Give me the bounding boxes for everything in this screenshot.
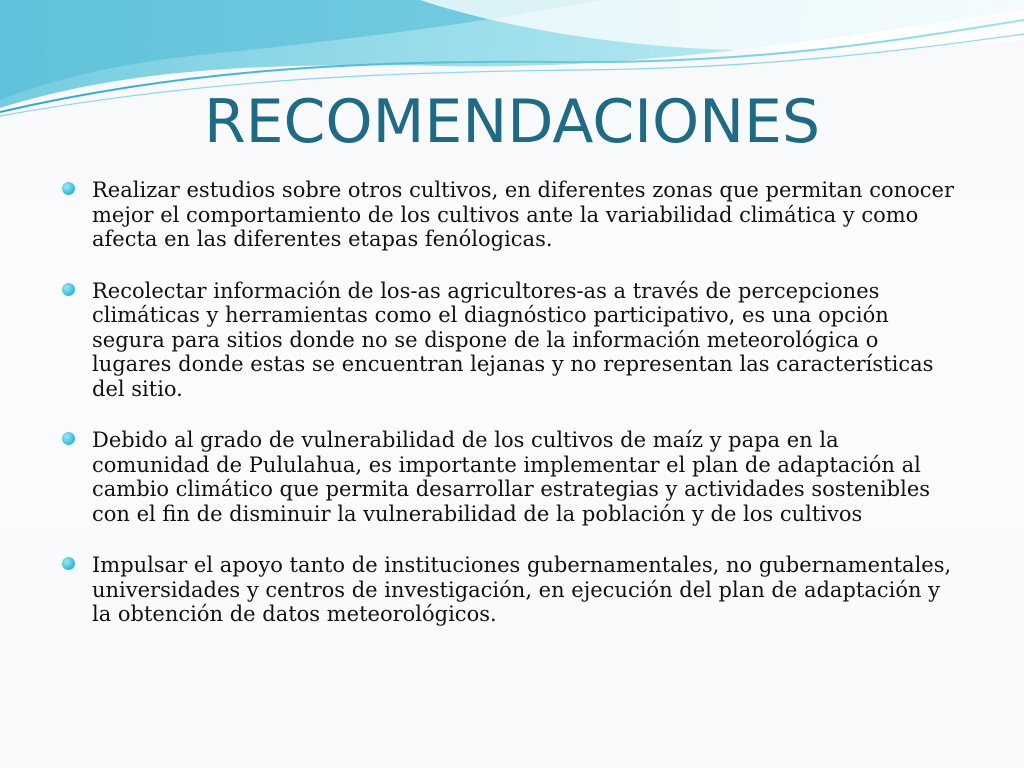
slide-title: RECOMENDACIONES [203, 87, 821, 157]
bullet-text: Impulsar el apoyo tanto de instituciones gubernamentales, no gubernamentales, universidades y centros de investigación, en ejecución del plan de adaptación y la obtención de datos meteorológicos. [92, 553, 952, 626]
bullet-item [62, 553, 962, 627]
bullet-text: Recolectar información de los-as agricultores-as a través de percepciones climáticas y herramientas como el diagnóstico participativo, es una opción segura para sitios donde no se dispone de la información meteorológica o lugares donde estas se encuentran lejanas y no representan las características del sitio. [92, 278, 934, 401]
bullet-item [62, 279, 962, 402]
bullet-list [62, 178, 962, 654]
bullet-item [62, 428, 962, 526]
bullet-text: Debido al grado de vulnerabilidad de los cultivos de maíz y papa en la comunidad de Pululahua, es importante implementar el plan de adaptación al cambio climático que permita desarrollar estrategias y actividades sostenibles con el fin de disminuir la vulnerabilidad de la población y de los cultivos [92, 428, 931, 526]
bullet-dot-icon [62, 432, 75, 445]
bullet-item [62, 178, 962, 252]
bullet-dot-icon [62, 283, 75, 296]
bullet-text: Realizar estudios sobre otros cultivos, en diferentes zonas que permitan conocer mejor el comportamiento de los cultivos ante la variabilidad climática y como afecta en las diferentes etapas fenólogicas. [92, 178, 954, 251]
bullet-dot-icon [62, 182, 75, 195]
bullet-dot-icon [62, 557, 75, 570]
